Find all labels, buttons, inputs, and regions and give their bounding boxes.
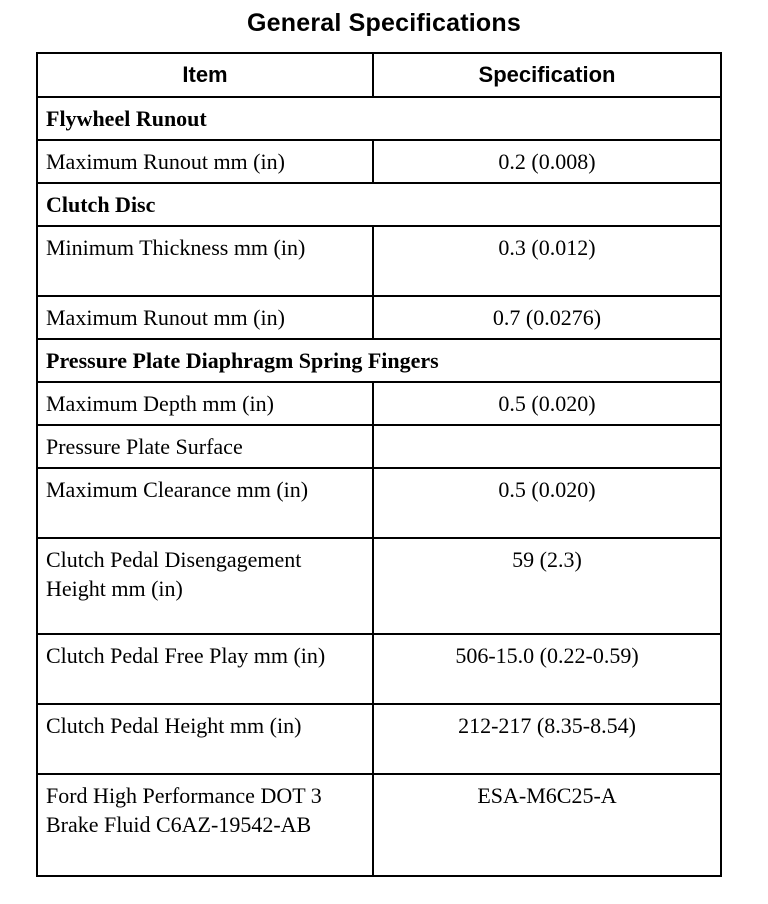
spec-cell: 0.2 (0.008) xyxy=(373,140,721,183)
table-row xyxy=(37,468,721,538)
spec-cell xyxy=(373,425,721,468)
table-row xyxy=(37,538,721,634)
table-row xyxy=(37,425,721,468)
table-row xyxy=(37,704,721,774)
item-cell: Clutch Pedal Free Play mm (in) xyxy=(37,634,373,704)
table-row xyxy=(37,296,721,339)
section-row xyxy=(37,339,721,382)
item-cell: Pressure Plate Surface xyxy=(37,425,373,468)
page-title: General Specifications xyxy=(247,9,521,37)
spec-cell: 0.5 (0.020) xyxy=(373,382,721,425)
section-label: Clutch Disc xyxy=(37,183,721,226)
column-header-item: Item xyxy=(37,53,373,97)
column-header-specification: Specification xyxy=(373,53,721,97)
section-row xyxy=(37,183,721,226)
table-row xyxy=(37,634,721,704)
item-cell: Maximum Runout mm (in) xyxy=(37,140,373,183)
section-row xyxy=(37,97,721,140)
spec-cell: 506-15.0 (0.22-0.59) xyxy=(373,634,721,704)
item-cell: Ford High Performance DOT 3 Brake Fluid C6AZ-19542-AB xyxy=(37,774,373,876)
spec-cell: 0.3 (0.012) xyxy=(373,226,721,296)
item-cell: Maximum Clearance mm (in) xyxy=(37,468,373,538)
item-cell: Clutch Pedal Height mm (in) xyxy=(37,704,373,774)
item-cell: Clutch Pedal Disengagement Height mm (in) xyxy=(37,538,373,634)
spec-cell: 0.5 (0.020) xyxy=(373,468,721,538)
item-cell: Maximum Depth mm (in) xyxy=(37,382,373,425)
section-label: Flywheel Runout xyxy=(37,97,721,140)
table-header-row xyxy=(37,53,721,97)
table-row xyxy=(37,382,721,425)
table-row xyxy=(37,774,721,876)
item-cell: Minimum Thickness mm (in) xyxy=(37,226,373,296)
spec-cell: ESA-M6C25-A xyxy=(373,774,721,876)
table-row xyxy=(37,226,721,296)
section-label: Pressure Plate Diaphragm Spring Fingers xyxy=(37,339,721,382)
item-cell: Maximum Runout mm (in) xyxy=(37,296,373,339)
spec-cell: 0.7 (0.0276) xyxy=(373,296,721,339)
specifications-table xyxy=(36,52,722,877)
spec-cell: 212-217 (8.35-8.54) xyxy=(373,704,721,774)
spec-cell: 59 (2.3) xyxy=(373,538,721,634)
table-row xyxy=(37,140,721,183)
